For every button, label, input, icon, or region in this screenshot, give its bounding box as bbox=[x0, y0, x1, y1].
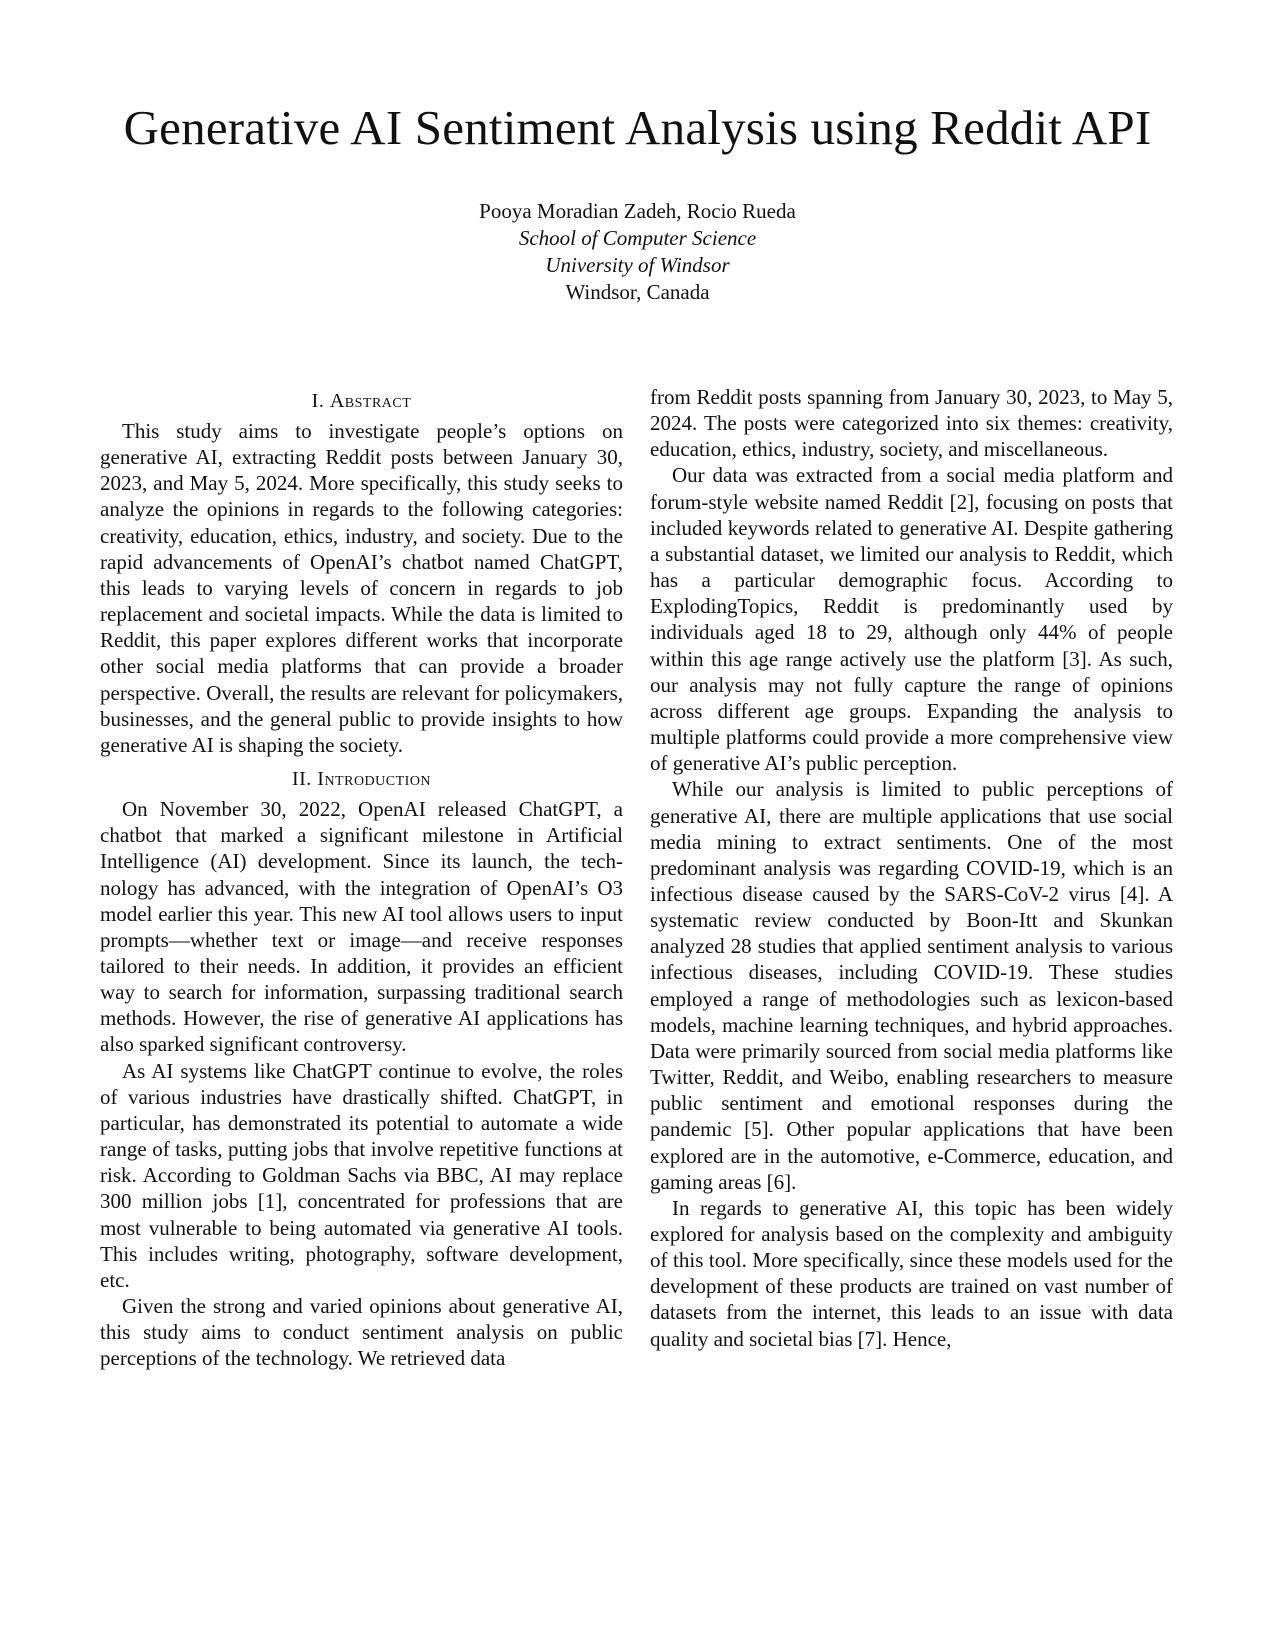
intro-paragraph: In regards to generative AI, this topic has been widely explored for analysis based on the complexity and ambiguity of this tool. More specifically, since these models used for the development of these products are trained on vast number of datasets from the internet, this leads to an issue with data quality and societal bias [7]. Hence, bbox=[650, 1195, 1173, 1351]
intro-paragraph: On November 30, 2022, OpenAI released ChatGPT, a chatbot that marked a significant milestone in Artificial Intelligence (AI) development. Since its launch, the technology has advanced, with the integration of OpenAI’s O3 model earlier this year. This new AI tool allows users to input prompts—whether text or image—and receive responses tailored to their needs. In addition, it provides an efficient way to search for information, surpassing traditional search methods. However, the rise of generative AI applications has also sparked significant controversy. bbox=[100, 797, 623, 1057]
author-names: Pooya Moradian Zadeh, Rocio Rueda bbox=[479, 199, 796, 223]
intro-paragraph-continued: from Reddit posts spanning from January 30, 2023, to May 5, 2024. The posts were categorized into six themes: creativity, education, ethics, industry, society, and miscellaneous. bbox=[650, 385, 1173, 462]
right-column bbox=[650, 384, 1173, 1352]
section-heading-abstract bbox=[100, 388, 623, 414]
author-location: Windsor, Canada bbox=[565, 280, 710, 304]
intro-paragraph: While our analysis is limited to public perceptions of generative AI, there are multiple applications that use social media mining to extract sentiments. One of the most predominant analysis was regarding COVID-19, which is an infectious disease caused by the SARS-CoV-2 virus [4]. A systematic review conducted by Boon-Itt and Skunkan analyzed 28 studies that applied sentiment analysis to various infectious diseases, including COVID-19. These studies employed a range of methodologies such as lexicon-based models, machine learning techniques, and hybrid approaches. Data were primarily sourced from social media platforms like Twitter, Reddit, and Weibo, enabling researchers to measure public sentiment and emotional responses during the pandemic [5]. Other popular applications that have been explored are in the automotive, e-Commerce, education, and gaming areas [6]. bbox=[650, 777, 1173, 1194]
section-numeral: II. bbox=[291, 768, 312, 791]
section-numeral: I. bbox=[311, 390, 325, 412]
left-column bbox=[100, 388, 623, 1371]
intro-paragraph: Given the strong and varied opinions about generative AI, this study aims to conduct sentiment analysis on public perceptions of the technology. We retrieved data bbox=[100, 1294, 623, 1371]
paper-title: Generative AI Sentiment Analysis using Reddit API bbox=[123, 100, 1152, 155]
intro-paragraph: As AI systems like ChatGPT continue to evolve, the roles of various industries have drastically shifted. ChatGPT, in particular, has demonstrated its potential to automate a wide range of tasks, putting jobs that involve repetitive functions at risk. According to Goldman Sachs via BBC, AI may replace 300 million jobs [1], concentrated for professions that are most vulnerable to being automated via generative AI tools. This includes writing, photography, software development, etc. bbox=[100, 1058, 623, 1292]
section-heading-introduction bbox=[100, 766, 623, 792]
section-title: Introduction bbox=[317, 768, 432, 791]
section-title: Abstract bbox=[329, 390, 412, 412]
author-university: University of Windsor bbox=[545, 253, 730, 277]
author-department: School of Computer Science bbox=[518, 226, 757, 250]
abstract-paragraph: This study aims to investigate people’s options on generative AI, extracting Reddit posts between January 30, 2023, and May 5, 2024. More specifically, this study seeks to analyze the opinions in regards to the following categories: creativity, education, ethics, industry, and society. Due to the rapid advancements of OpenAI’s chatbot named ChatGPT, this leads to varying levels of concern in regards to job replacement and societal impacts. While the data is limited to Reddit, this paper explores different works that incorporate other social media platforms that can provide a broader perspective. Overall, the results are relevant for policymakers, businesses, and the general public to provide insights to how generative AI is shaping the society. bbox=[100, 419, 623, 757]
author-block bbox=[0, 198, 1275, 306]
intro-paragraph: Our data was extracted from a social media platform and forum-style website named Reddit [2], focusing on posts that included keywords related to generative AI. Despite gathering a substantial dataset, we limited our analysis to Reddit, which has a particular demographic focus. According to ExplodingTopics, Reddit is predominantly used by individuals aged 18 to 29, although only 44% of people within this age range actively use the platform [3]. As such, our analysis may not fully capture the range of opinions across different age groups. Expanding the analysis to multiple platforms could provide a more comprehensive view of generative AI’s public perception. bbox=[650, 463, 1173, 776]
